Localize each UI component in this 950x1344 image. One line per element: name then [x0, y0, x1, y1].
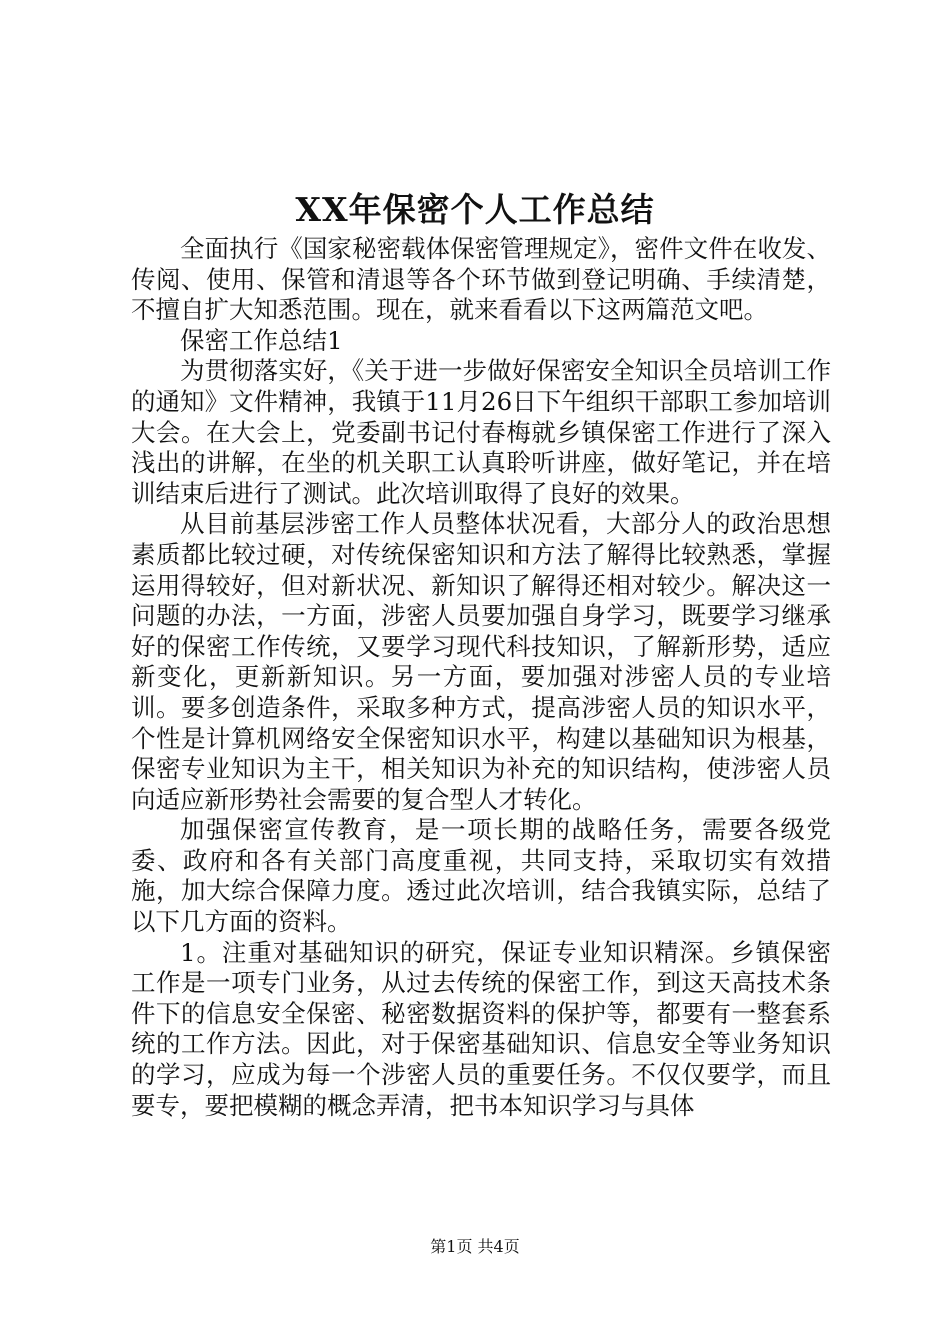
intro-paragraph: 全面执行《国家秘密载体保密管理规定》，密件文件在收发、传阅、使用、保管和清退等各个环节做到登记明确、手续清楚，不擅自扩大知悉范围。现在，就来看看以下这两篇范文吧。 [131, 234, 831, 325]
body-paragraph: 从目前基层涉密工作人员整体状况看，大部分人的政治思想素质都比较过硬，对传统保密知识和方法了解得比较熟悉，掌握运用得较好，但对新状况、新知识了解得还相对较少。解决这一问题的办法，一方面，涉密人员要加强自身学习，既要学习继承好的保密工作传统，又要学习现代科技知识，了解新形势，适应新变化，更新新知识。另一方面，要加强对涉密人员的专业培训。要多创造条件，采取多种方式，提高涉密人员的知识水平，个性是计算机网络安全保密知识水平，构建以基础知识为根基，保密专业知识为主干，相关知识为补充的知识结构，使涉密人员向适应新形势社会需要的复合型人才转化。 [131, 509, 831, 814]
page-footer: 第1页 共4页 [430, 1237, 520, 1256]
section-heading: 保密工作总结1 [180, 325, 343, 355]
body-paragraph: 1。注重对基础知识的研究，保证专业知识精深。乡镇保密工作是一项专门业务，从过去传统的保密工作，到这天高技术条件下的信息安全保密、秘密数据资料的保护等，都要有一整套系统的工作方法。因此，对于保密基础知识、信息安全等业务知识的学习，应成为每一个涉密人员的重要任务。不仅仅要学，而且要专，要把模糊的概念弄清，把书本知识学习与具体 [131, 937, 831, 1120]
document-title: XX年保密个人工作总结 [295, 190, 655, 229]
document-body [131, 234, 831, 1121]
body-paragraph: 为贯彻落实好，《关于进一步做好保密安全知识全员培训工作的通知》文件精神，我镇于11月26日下午组织干部职工参加培训大会。在大会上，党委副书记付春梅就乡镇保密工作进行了深入浅出的讲解，在坐的机关职工认真聆听讲座，做好笔记，并在培训结束后进行了测试。此次培训取得了良好的效果。 [131, 356, 831, 508]
body-paragraph: 加强保密宣传教育，是一项长期的战略任务，需要各级党委、政府和各有关部门高度重视，共同支持，采取切实有效措施，加大综合保障力度。透过此次培训，结合我镇实际，总结了以下几方面的资料。 [131, 815, 831, 937]
